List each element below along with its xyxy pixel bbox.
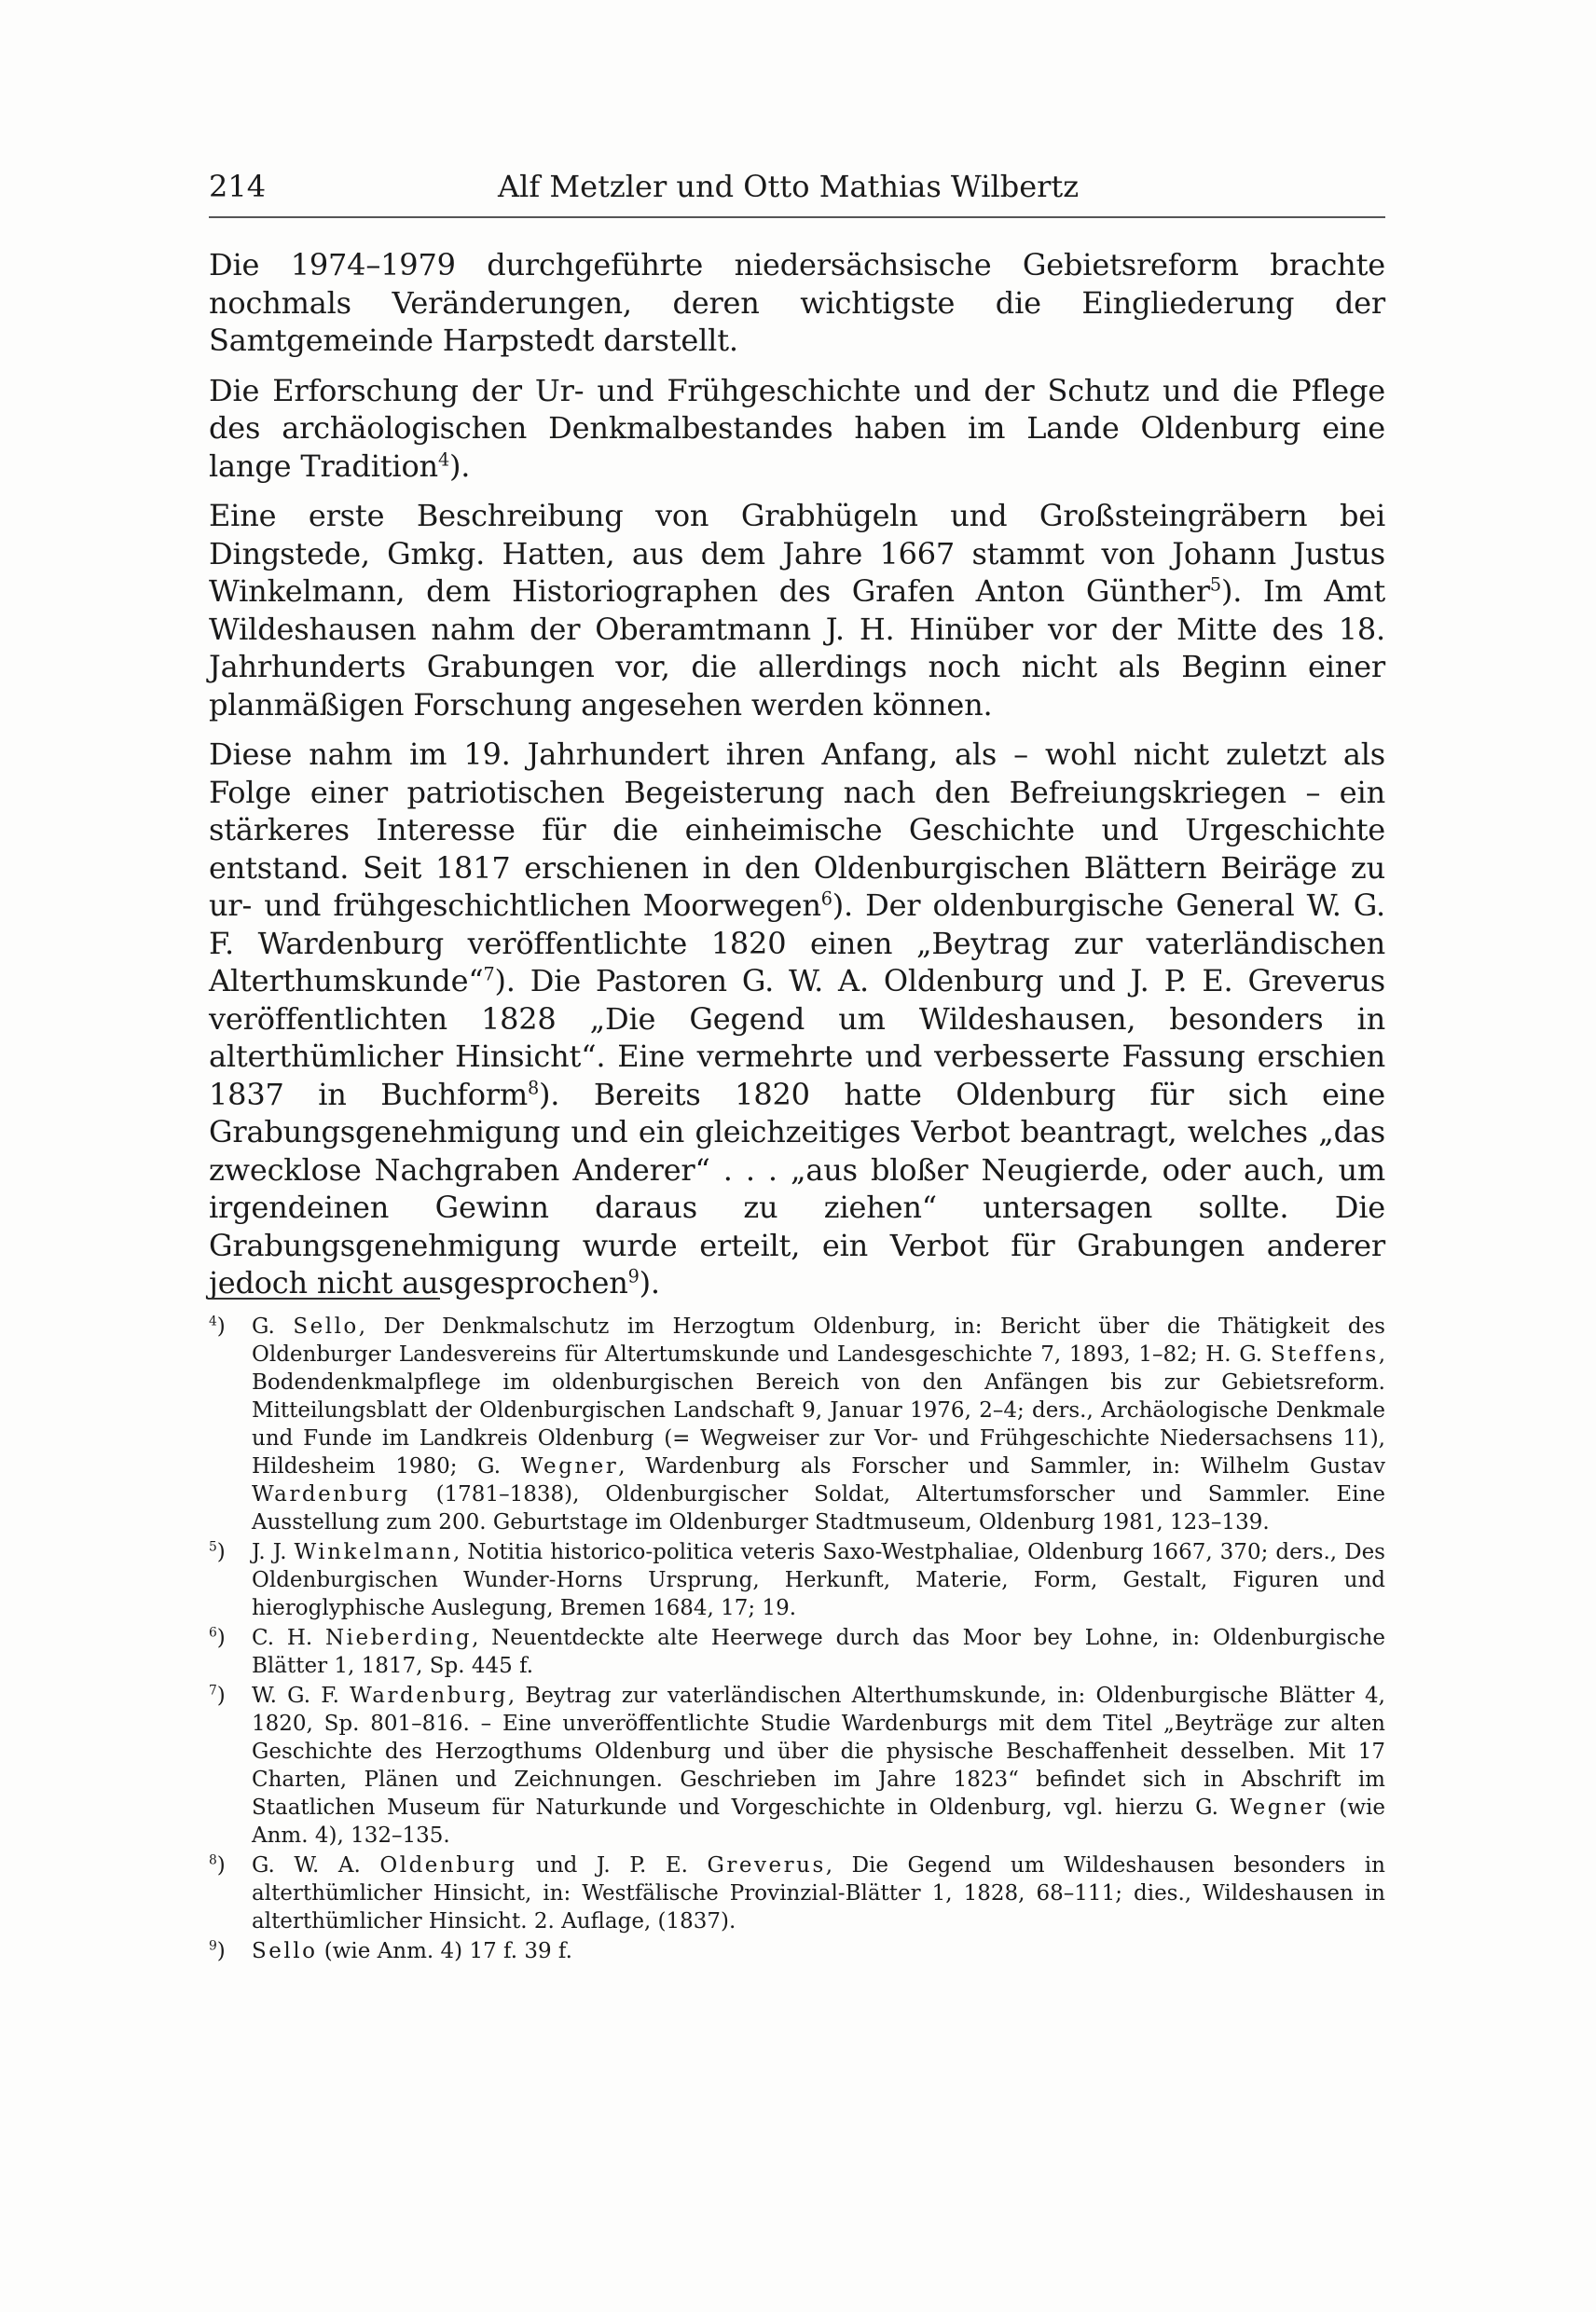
footnote-marker: $^7$) [209,1683,226,1708]
paragraph-3 [209,497,1385,723]
author-name: Wardenburg [350,1684,508,1708]
footnote-text: , Die Gegend um Wildeshausen besonders in alterthümlicher Hinsicht, in: Westfälische Provinzial-Blätter 1, 1828, 68–111; dies., Wildeshausen in alterthümlicher Hinsicht. 2. Auflage, (1837). [252,1853,1385,1934]
footnote-ref-7[interactable]: 7 [483,963,495,985]
footnote-text: J. J. [252,1540,295,1564]
author-name: Wardenburg [252,1482,410,1507]
footnote-marker: $^8$) [209,1852,226,1878]
paragraph-2-end: ). [448,447,471,484]
author-name: Sello [252,1939,318,1963]
footnote-text: , Der Denkmalschutz im Herzogtum Oldenburg, in: Bericht über die Thätigkeit des Oldenburger Landesvereins für Altertumskunde und Landesgeschichte 7, 1893, 1–82; H. G. [252,1314,1385,1367]
footnote-ref-6[interactable]: 6 [820,888,832,910]
footnote-ref-9[interactable]: 9 [627,1265,640,1287]
footnote-text: C. H. [252,1626,326,1650]
running-header [209,166,1385,207]
author-name: Greverus [707,1853,826,1878]
footnote-number: 5 [209,1539,217,1555]
footnote-text: und J. P. E. [516,1853,708,1878]
footnote-text: , Wardenburg als Forscher und Sammler, in: Wilhelm Gustav [618,1454,1385,1479]
author-name: Sello [293,1314,359,1339]
footnote-ref-5[interactable]: 5 [1209,573,1221,596]
author-name: Wegner [520,1454,619,1479]
footnote-text: (wie Anm. 4), 132–135. [252,1796,1385,1848]
footnote-ref-8[interactable]: 8 [528,1076,540,1098]
footnote-text: , Bodendenkmalpflege im oldenburgischen Bereich von den Anfängen bis zur Gebietsreform. Mitteilungsblatt der Oldenburgischen Landschaft 9, Januar 1976, 2–4; ders., Archäologische Denkmale und Funde im Landkreis Oldenburg (= Wegweiser zur Vor- und Frühgeschichte Niedersachsens 11), Hildesheim 1980; G. [252,1342,1385,1479]
footnote-text: (1781–1838), Oldenburgischer Soldat, Altertumsforscher und Sammler. Eine Ausstellung zum 200. Geburtstage im Oldenburger Stadtmuseum, Oldenburg 1981, 123–139. [252,1482,1385,1534]
footnote-separator [209,1298,440,1300]
footnote-marker: $^5$) [209,1539,226,1564]
paragraph-3-text-cont: ). Im Amt Wildeshausen nahm der Oberamtmann J. H. Hinüber vor der Mitte des 18. Jahrhunderts Grabungen vor, die allerdings noch nicht als Beginn einer planmäßigen Forschung angesehen werden können. [209,573,1385,722]
paragraph-4-text-e: ). [639,1265,660,1300]
footnote-number: 7 [209,1683,217,1699]
footnote-number: 4 [209,1314,217,1329]
footnote-text: W. G. F. [252,1684,351,1708]
paragraph-1 [209,246,1385,360]
footnote-text: , Beytrag zur vaterländischen Alterthumskunde, in: Oldenburgische Blätter 4, 1820, Sp. 801–816. – Eine unveröffentlichte Studie Wardenburgs mit dem Titel „Beyträge zur alten Geschichte des Herzogthums Oldenburg und über die physische Beschaffenheit desselben. Mit 17 Charten, Plänen und Zeichnungen. Geschrieben im Jahre 1823“ befindet sich in Abschrift im Staatlichen Museum für Naturkunde und Vorgeschichte in Oldenburg, vgl. hierzu G. [252,1684,1385,1820]
footnote-text: (wie Anm. 4) 17 f. 39 f. [317,1939,572,1963]
footnote-4 [209,1313,1385,1536]
footnotes [209,1313,1385,1967]
author-name: Wegner [1230,1796,1328,1820]
footnote-ref-4[interactable]: 4 [437,447,449,470]
footnote-marker: $^6$) [209,1625,226,1650]
footnote-9 [209,1937,1385,1965]
footnote-8 [209,1851,1385,1935]
footnote-text: G. [252,1314,294,1339]
paragraph-4-text-c: ). Die Pastoren G. W. A. Oldenburg und J. P. E. Greverus veröffentlichten 1828 „Die Gegend um Wildeshausen, besonders in alterthümlicher Hinsicht“. Eine vermehrte und verbesserte Fassung erschien 1837 in Buchform [209,963,1385,1112]
author-name: Winkelmann [294,1540,454,1564]
paragraph-2-text: Die Erforschung der Ur- und Frühgeschichte und der Schutz und die Pflege des archäologischen Denkmalbestandes haben im Lande Oldenburg eine lange Tradition [209,372,1385,484]
footnote-6 [209,1624,1385,1680]
paragraph-4-text-d: ). Bereits 1820 hatte Oldenburg für sich eine Grabungsgenehmigung und ein gleichzeitiges Verbot beantragt, welches „das zwecklose Nachgraben Anderer“ . . . „aus bloßer Neugierde, oder auch, um irgendeinen Gewinn daraus zu ziehen“ untersagen sollte. Die Grabungsgenehmigung wurde erteilt, ein Verbot für Grabungen anderer jedoch nicht ausgesprochen [209,1076,1385,1300]
author-name: Steffens [1270,1342,1379,1367]
footnote-number: 9 [209,1938,217,1954]
footnote-marker: $^9$) [209,1938,226,1963]
footnote-text: , Notitia historico-politica veteris Saxo-Westphaliae, Oldenburg 1667, 370; ders., Des Oldenburgischen Wunder-Horns Ursprung, Herkunft, Materie, Form, Gestalt, Figuren und hieroglyphische Auslegung, Bremen 1684, 17; 19. [252,1540,1385,1620]
main-text [209,246,1385,1314]
header-rule [209,216,1385,218]
footnote-number: 6 [209,1625,217,1641]
footnote-7 [209,1682,1385,1850]
footnote-text: G. W. A. [252,1853,380,1878]
paragraph-2 [209,372,1385,486]
paragraph-4-text: Diese nahm im 19. Jahrhundert ihren Anfang, als – wohl nicht zuletzt als Folge einer patriotischen Begeisterung nach den Befreiungskriegen – ein stärkeres Interesse für die einheimische Geschichte und Urgeschichte entstand. Seit 1817 erschienen in den Oldenburgischen Blättern Beiräge zu ur- und frühgeschichtlichen Moorwegen [209,736,1385,923]
footnote-number: 8 [209,1852,217,1868]
page-number: 214 [209,169,267,204]
footnote-text: , Neuentdeckte alte Heerwege durch das Moor bey Lohne, in: Oldenburgische Blätter 1, 1817, Sp. 445 f. [252,1626,1385,1678]
footnote-marker: $^4$) [209,1314,226,1339]
paragraph-1-text: Die 1974–1979 durchgeführte niedersächsische Gebietsreform brachte nochmals Veränderungen, deren wichtigste die Eingliederung der Samtgemeinde Harpstedt darstellt. [209,247,1385,358]
paragraph-4 [209,736,1385,1302]
paragraph-4-text-b: ). Der oldenburgische General W. G. F. Wardenburg veröffentlichte 1820 einen „Beytrag zur vaterländischen Alterthumskunde“ [209,888,1385,998]
running-title: Alf Metzler und Otto Mathias Wilbertz [498,169,1080,204]
footnote-5 [209,1538,1385,1622]
author-name: Oldenburg [379,1853,517,1878]
paragraph-3-text: Eine erste Beschreibung von Grabhügeln und Großsteingräbern bei Dingstede, Gmkg. Hatten, aus dem Jahre 1667 stammt von Johann Justus Winkelmann, dem Historiographen des Grafen Anton Günther [209,498,1385,609]
author-name: Nieberding [325,1626,473,1650]
